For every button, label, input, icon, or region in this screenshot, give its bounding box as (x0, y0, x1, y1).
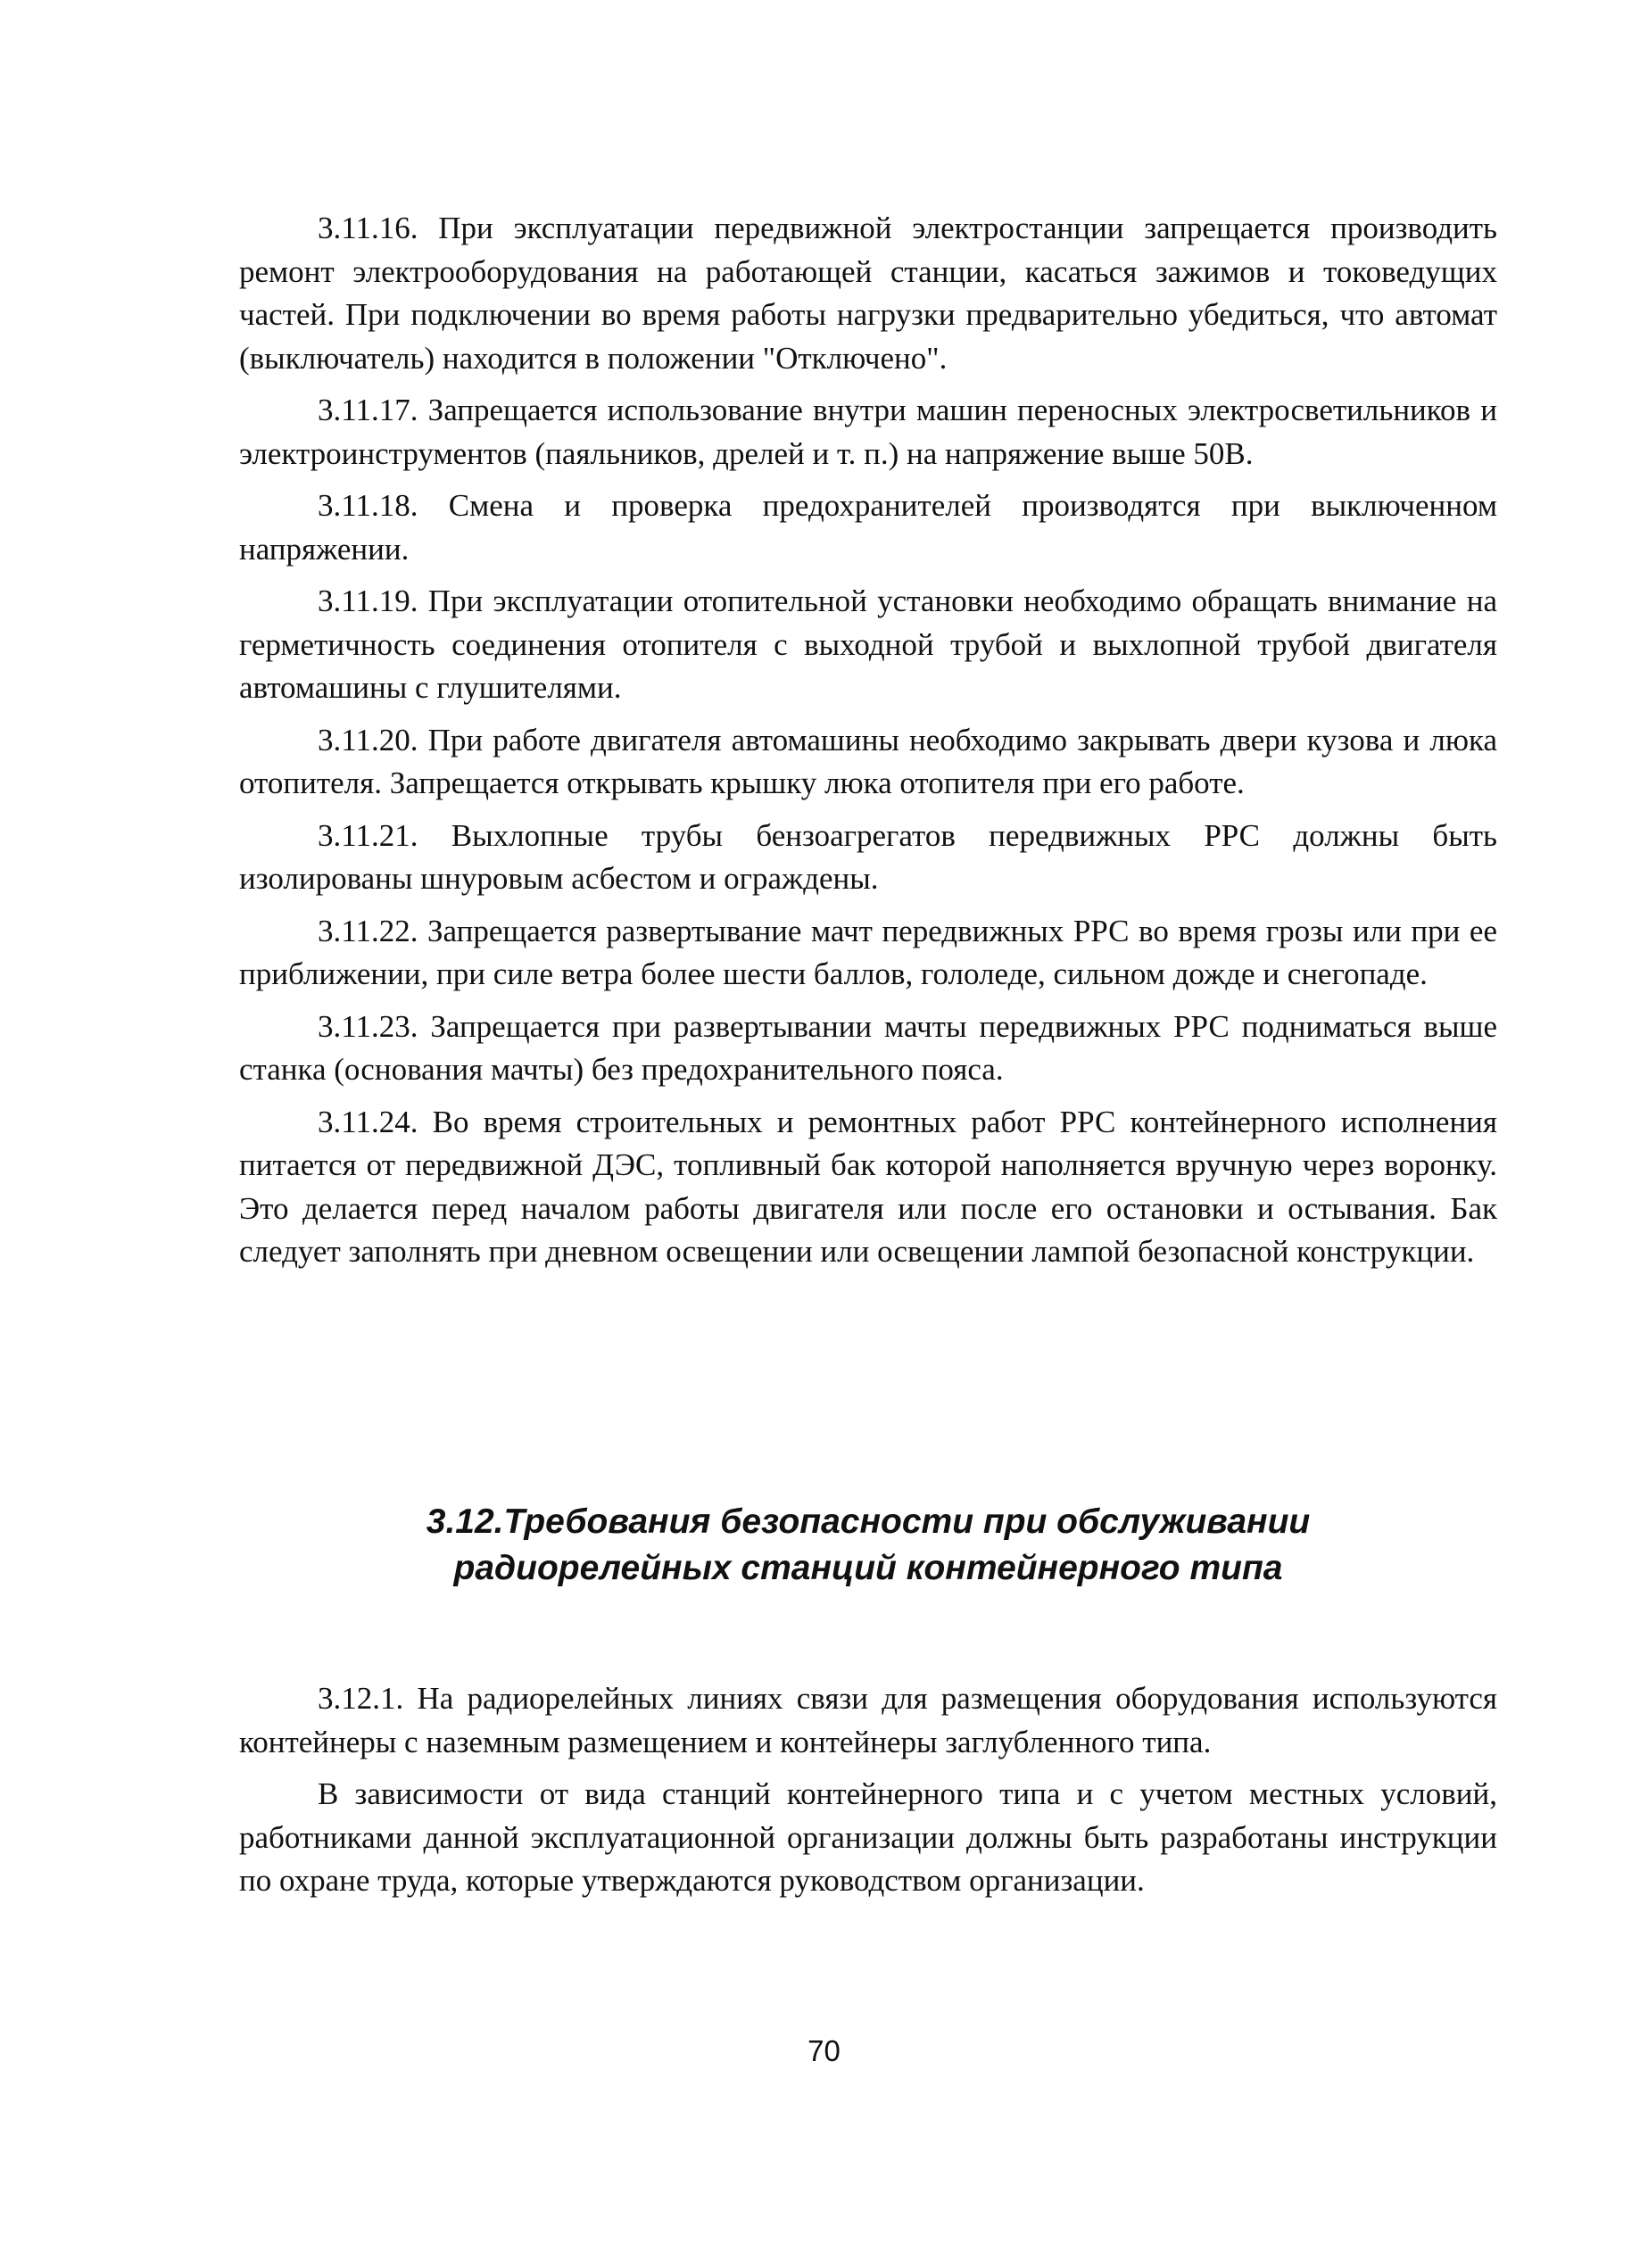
paragraph-3-11-20: 3.11.20. При работе двигателя автомашины необходимо закрывать двери кузова и люка отопителя. Запрещается открывать крышку люка отопителя при его работе. (239, 722, 1497, 800)
paragraph-3-11-24: 3.11.24. Во время строительных и ремонтных работ РРС контейнерного исполнения питается от передвижной ДЭС, топливный бак которой наполняется вручную через воронку. Это делается перед началом работы двигателя или после его остановки и остывания. Бак следует заполнять при дневном освещении или освещении лампой безопасной конструкции. (239, 1104, 1497, 1269)
paragraph-3-11-17: 3.11.17. Запрещается использование внутри машин переносных электросветильников и электроинструментов (паяльников, дрелей и т. п.) на напряжение выше 50В. (239, 393, 1497, 471)
section-heading (239, 1499, 1497, 1592)
paragraph-3-11-19: 3.11.19. При эксплуатации отопительной установки необходимо обращать внимание на герметичность соединения отопителя с выходной трубой и выхлопной трубой двигателя автомашины с глушителями. (239, 584, 1497, 705)
section-body (239, 1677, 1497, 1912)
paragraph-container-instructions: В зависимости от вида станций контейнерного типа и с учетом местных условий, работниками данной эксплуатационной организации должны быть разработаны инструкции по охране труда, которые утверждаются руководством организации. (239, 1776, 1497, 1898)
document-body (239, 207, 1497, 1283)
paragraph-3-12-1: 3.12.1. На радиорелейных линиях связи для размещения оборудования используются контейнеры с наземным размещением и контейнеры заглубленного типа. (239, 1681, 1497, 1759)
section-heading-line-2: радиорелейных станций контейнерного типа (453, 1549, 1283, 1587)
paragraph-3-11-23: 3.11.23. Запрещается при развертывании мачты передвижных РРС подниматься выше станка (основания мачты) без предохранительного пояса. (239, 1008, 1497, 1087)
page-number: 70 (807, 2034, 841, 2067)
section-heading-line-1: 3.12.Требования безопасности при обслуживании (426, 1502, 1311, 1541)
paragraph-3-11-16: 3.11.16. При эксплуатации передвижной электростанции запрещается производить ремонт электрооборудования на работающей станции, касаться зажимов и токоведущих частей. При подключении во время работы нагрузки предварительно убедиться, что автомат (выключатель) находится в положении "Отключено". (239, 211, 1497, 376)
paragraph-3-11-18: 3.11.18. Смена и проверка предохранителей производятся при выключенном напряжении. (239, 488, 1497, 567)
paragraph-3-11-21: 3.11.21. Выхлопные трубы бензоагрегатов передвижных РРС должны быть изолированы шнуровым асбестом и ограждены. (239, 817, 1497, 896)
paragraph-3-11-22: 3.11.22. Запрещается развертывание мачт передвижных РРС во время грозы или при ее приближении, при силе ветра более шести баллов, гололеде, сильном дожде и снегопаде. (239, 913, 1497, 991)
